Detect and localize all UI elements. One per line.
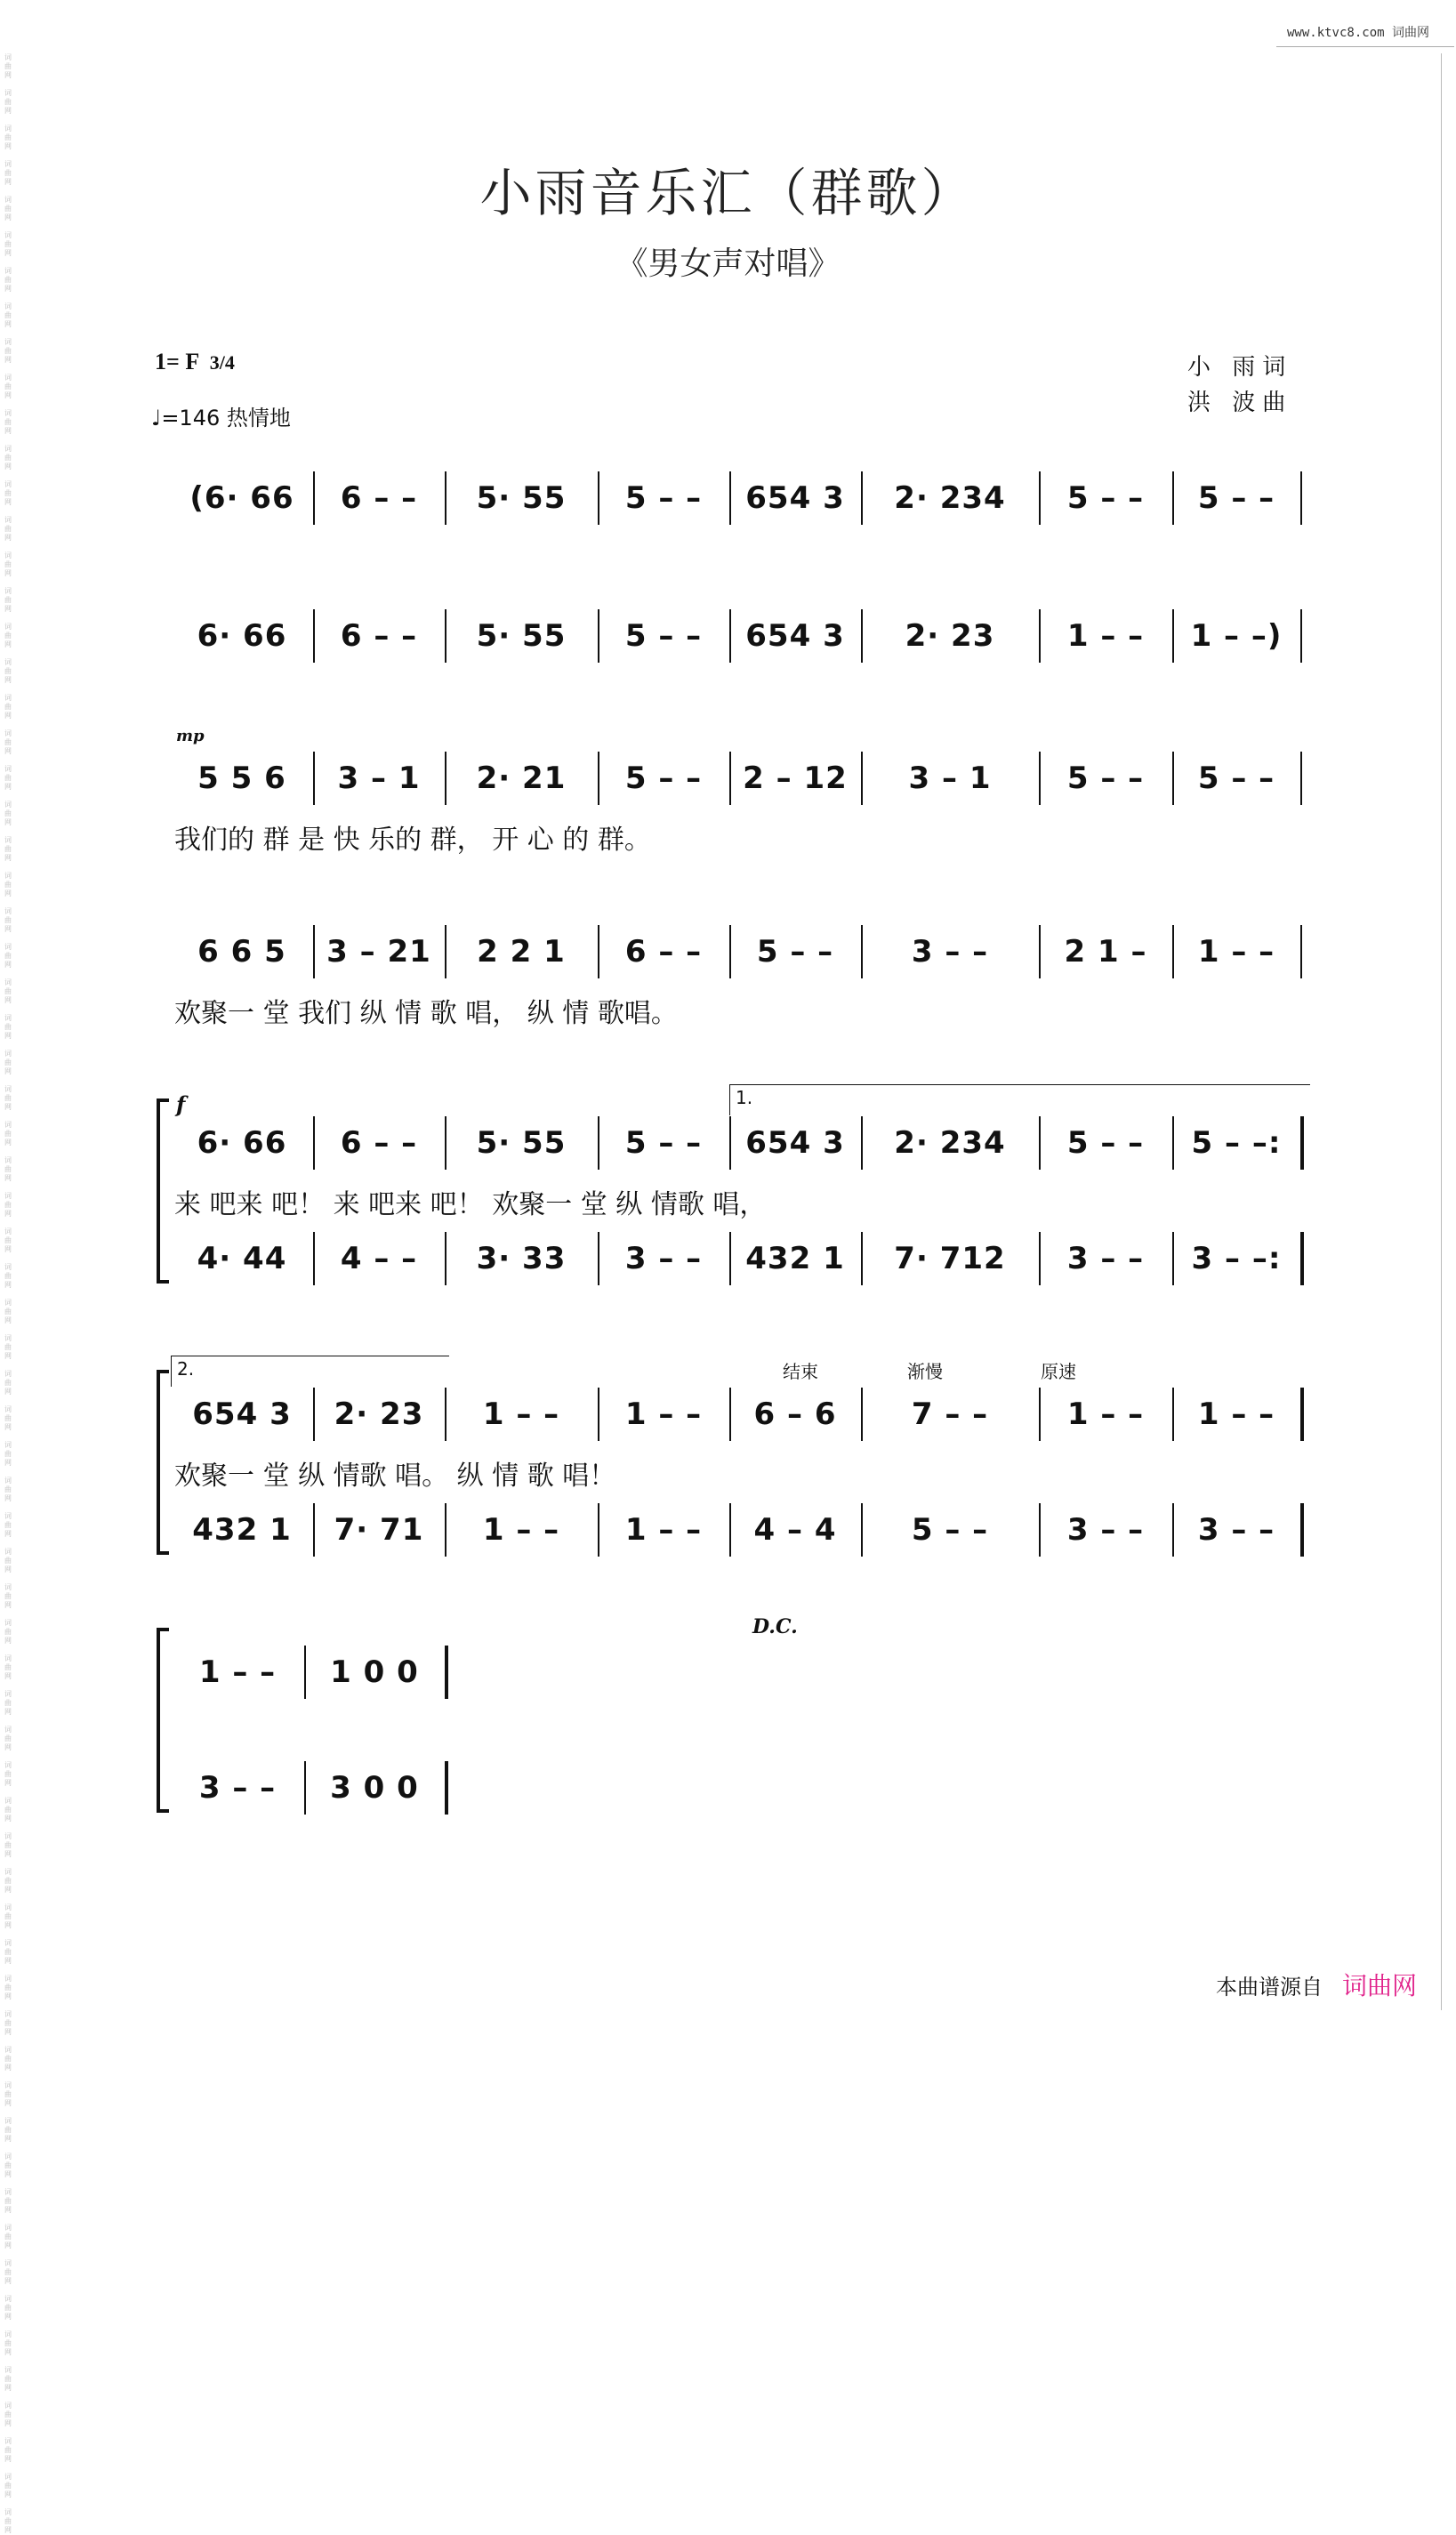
barline [729,1116,731,1170]
lyricist-credit: 小 雨词 [1187,354,1293,381]
measure-notes: 7 – – [911,1396,989,1432]
measure-notes: 6 – 6 [753,1396,837,1432]
barline [313,609,315,663]
barline [729,471,731,525]
final-barline [1300,1388,1304,1441]
measure-notes: 1 – – [482,1512,560,1548]
measure-notes: 654 3 [745,618,845,654]
final-barline [1300,609,1302,663]
system-brace [157,1628,169,1813]
barline [1039,471,1041,525]
song-subtitle: 《男女声对唱》 [615,245,841,282]
system-coda [0,1654,1456,1886]
lyrics-line: 欢聚一 堂 纵 情歌 唱。 纵 情 歌 唱！ [174,1461,616,1492]
dynamic-marking: f [176,1091,186,1117]
time-signature: 3/4 [209,351,235,374]
measure-notes: 6· 66 [197,1125,287,1161]
measure-notes: 1 – – [1197,934,1275,970]
barline [313,1388,315,1441]
measure-notes: 654 3 [745,1125,845,1161]
measure-notes: 1 – – [1066,1396,1145,1432]
footer-brand-link[interactable]: 词曲网 [1341,1971,1417,2000]
final-barline [1300,752,1302,805]
measure-notes: 2 1 – [1064,934,1147,970]
key-signature [155,349,235,375]
measure-notes: 3 – 1 [337,760,421,796]
system-chorus-2 [0,1358,1456,1638]
barline [313,925,315,978]
final-barline [1300,925,1302,978]
measure-notes: 1 – – [624,1396,703,1432]
measure-notes: 1 – – [482,1396,560,1432]
final-barline [445,1761,448,1815]
measure-notes: 4 – 4 [753,1512,837,1548]
tempo-annotation: 渐慢 [907,1361,943,1382]
measure-notes: 5 – – [624,618,703,654]
barline [313,471,315,525]
measure-notes: 3 – 21 [326,934,431,970]
measure-notes: 7· 712 [894,1241,1006,1276]
lyrics-line: 来 吧来 吧！ 来 吧来 吧！ 欢聚一 堂 纵 情歌 唱， [174,1189,767,1220]
barline [1172,925,1174,978]
barline [861,1116,863,1170]
barline [313,1116,315,1170]
measure-notes: 5 – – [624,480,703,516]
measure-notes: 654 3 [745,480,845,516]
tempo-marking: ♩=146 热情地 [151,406,291,431]
barline [445,1232,446,1285]
measure-notes: 1 – –) [1190,618,1283,654]
barline [861,471,863,525]
system-brace [157,1370,169,1555]
final-barline [445,1646,448,1699]
lyrics-line: 我们的 群 是 快 乐的 群， 开 心 的 群。 [174,825,651,856]
barline [445,609,446,663]
barline [304,1646,306,1699]
measure-notes: 5 – – [756,934,834,970]
measure-notes: 6 – – [340,480,418,516]
system-intro-1 [0,480,1456,596]
final-barline [1300,471,1302,525]
barline [1172,609,1174,663]
barline [861,1503,863,1557]
footer-source-text: 本曲谱源自 [1216,1975,1323,2000]
barline [445,471,446,525]
barline [445,1116,446,1170]
measure-notes: 2· 21 [476,760,567,796]
measure-notes: 6 6 5 [197,934,286,970]
barline [1172,752,1174,805]
measure-notes: 5 – – [1197,480,1275,516]
barline [861,752,863,805]
barline [861,925,863,978]
barline [1172,1116,1174,1170]
measure-notes: 5 – – [624,1125,703,1161]
measure-notes: 5 – – [624,760,703,796]
final-barline [1300,1503,1304,1557]
barline [598,752,599,805]
barline [598,925,599,978]
barline [313,1232,315,1285]
key-label: 1= F [155,349,199,374]
barline [729,925,731,978]
measure-notes: 6 – – [624,934,703,970]
barline [598,471,599,525]
measure-notes: 2 – 12 [743,760,848,796]
final-barline [1300,1116,1304,1170]
header-divider [1276,46,1454,47]
barline [729,1388,731,1441]
system-intro-2 [0,618,1456,734]
measure-notes: 6 – – [340,618,418,654]
barline [1039,752,1041,805]
measure-notes: 2· 234 [894,480,1006,516]
measure-notes: 1 – – [1066,618,1145,654]
measure-notes: 5 – – [1066,760,1145,796]
barline [313,1503,315,1557]
barline [861,1232,863,1285]
dynamic-marking: mp [176,727,205,745]
site-url[interactable]: www.ktvc8.com 词曲网 [1286,26,1429,40]
measure-notes: 432 1 [192,1512,292,1548]
system-brace [157,1098,169,1284]
measure-notes: 654 3 [192,1396,292,1432]
measure-notes: 3 – – [1066,1512,1145,1548]
measure-notes: 2· 234 [894,1125,1006,1161]
measure-notes: 5 – – [1197,760,1275,796]
song-title: 小雨音乐汇（群歌） [479,163,977,223]
measure-notes: 3 – – [624,1241,703,1276]
measure-notes: 5 – – [1066,1125,1145,1161]
barline [1039,925,1041,978]
dc-marking: D.C. [752,1615,798,1638]
measure-notes: 3 0 0 [330,1770,419,1806]
barline [1172,1388,1174,1441]
measure-notes: 5 – – [911,1512,989,1548]
barline [729,1232,731,1285]
barline [445,752,446,805]
measure-notes: 3 – – [1066,1241,1145,1276]
measure-notes: 1 – – [1197,1396,1275,1432]
measure-notes: 4 – – [340,1241,418,1276]
measure-notes: 5· 55 [476,480,567,516]
barline [598,1388,599,1441]
measure-notes: 432 1 [745,1241,845,1276]
barline [729,752,731,805]
barline [729,1503,731,1557]
barline [445,925,446,978]
barline [1172,471,1174,525]
measure-notes: 6 – – [340,1125,418,1161]
measure-notes: 5 – – [1066,480,1145,516]
barline [313,752,315,805]
barline [304,1761,306,1815]
measure-notes: 6· 66 [197,618,287,654]
measure-notes: 3 – –: [1191,1241,1282,1276]
volta-bracket: 2. [171,1356,449,1387]
barline [445,1388,446,1441]
barline [1039,609,1041,663]
barline [861,609,863,663]
system-verse-2 [0,934,1456,1050]
measure-notes: 2 2 1 [477,934,566,970]
final-barline [1300,1232,1304,1285]
barline [1172,1503,1174,1557]
measure-notes: 1 0 0 [330,1654,419,1690]
measure-notes: 1 – – [198,1654,277,1690]
barline [1172,1232,1174,1285]
measure-notes: 3 – – [198,1770,277,1806]
measure-notes: 5 5 6 [197,760,286,796]
barline [598,1232,599,1285]
measure-notes: 3 – 1 [908,760,992,796]
barline [1039,1388,1041,1441]
measure-notes: 2· 23 [905,618,995,654]
volta-bracket: 1. [729,1084,1310,1115]
barline [598,1116,599,1170]
measure-notes: 3 – – [1197,1512,1275,1548]
system-chorus-1 [0,1087,1456,1356]
barline [861,1388,863,1441]
barline [445,1503,446,1557]
lyrics-line: 欢聚一 堂 我们 纵 情 歌 唱， 纵 情 歌唱。 [174,998,678,1029]
measure-notes: 4· 44 [197,1241,287,1276]
measure-notes: 3 – – [911,934,989,970]
barline [729,609,731,663]
measure-notes: 3· 33 [476,1241,567,1276]
tempo-annotation: 原速 [1041,1361,1076,1382]
measure-notes: 5· 55 [476,1125,567,1161]
barline [1039,1232,1041,1285]
left-watermark-strip: 词 曲 网 词 曲 网 词 曲 网 词 曲 网 词 曲 网 词 曲 网 词 曲 网 词 曲 网 词 曲 网 词 曲 网 词 曲 网 词 曲 网 词 曲 网 词 曲 网 词 曲 网 词 曲 网 词 曲 网 词 曲 网 词 曲 网 词 曲 网 词 曲 网 词 曲 网 词 曲 网 词 曲 网 词 曲 网 词 曲 网 词 曲 网 词 曲 网 词 曲 网 词 曲 网 词 曲 网 词 曲 网 词 曲 网 词 曲 网 词 曲 网 词 曲 网 词 曲 网 词 曲 网 词 曲 网 词 曲 网 词 曲 网 词 曲 网 词 曲 网 词 曲 网 词 曲 网 词 曲 网 词 曲 网 词 曲 网 词 曲 网 词 曲 网 词 曲 网 词 曲 网 词 曲 网 词 曲 网 词 曲 网 词 曲 网 词 曲 网 词 曲 网 词 曲 网 词 曲 网 词 曲 网 词 曲 网 词 曲 网 词 曲 网 词 曲 网 词 曲 网 词 曲 网 词 曲 网 词 曲 网 词 曲 网 [4,53,12,2534]
barline [598,609,599,663]
measure-notes: 7· 71 [334,1512,424,1548]
composer-credit: 洪 波曲 [1187,390,1293,416]
measure-notes: 2· 23 [334,1396,424,1432]
measure-notes: 1 – – [624,1512,703,1548]
barline [1039,1503,1041,1557]
measure-notes: 5· 55 [476,618,567,654]
system-verse-1 [0,727,1456,876]
barline [1039,1116,1041,1170]
measure-notes: 5 – –: [1191,1125,1282,1161]
tempo-annotation: 结束 [783,1361,818,1382]
barline [598,1503,599,1557]
measure-notes: (6· 66 [189,480,294,516]
